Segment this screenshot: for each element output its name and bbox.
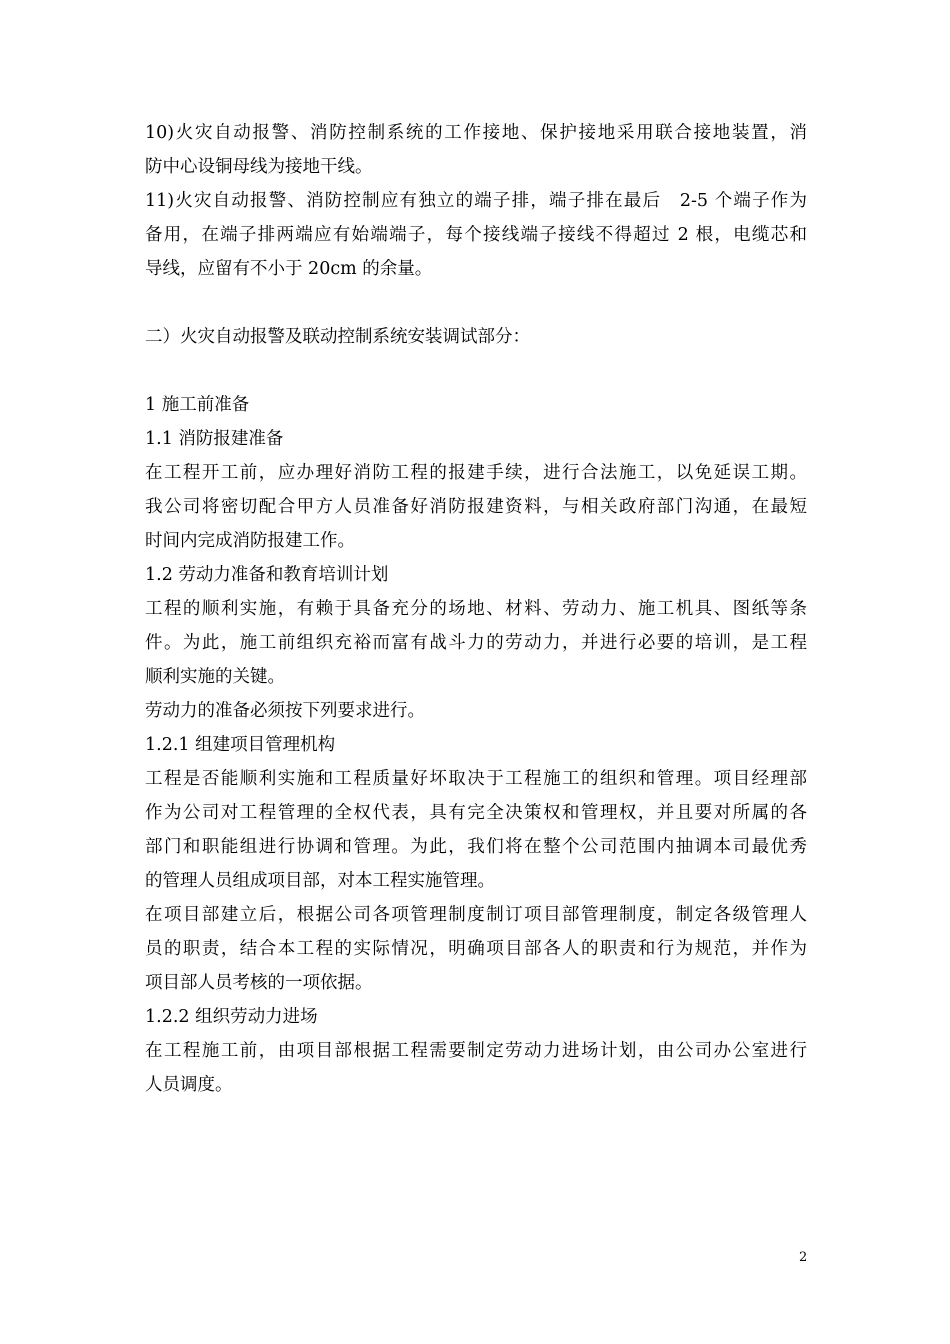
paragraph-line: 件。为此，施工前组织充裕而富有战斗力的劳动力，并进行必要的培训，是工程 — [145, 633, 807, 653]
heading-level-2: 1.1 消防报建准备 — [145, 429, 284, 449]
document-body — [145, 116, 807, 1102]
paragraph-line: 我公司将密切配合甲方人员准备好消防报建资料，与相关政府部门沟通，在最短 — [145, 497, 807, 517]
section-heading: 二）火灾自动报警及联动控制系统安装调试部分： — [145, 327, 530, 347]
paragraph-line: 人员调度。 — [145, 1075, 233, 1095]
paragraph-line: 顺利实施的关键。 — [145, 667, 285, 687]
paragraph-line: 项目部人员考核的一项依据。 — [145, 973, 373, 993]
paragraph-line: 导线，应留有不小于 20cm 的余量。 — [145, 259, 433, 279]
blank-line — [145, 286, 807, 320]
paragraph-line: 的管理人员组成项目部，对本工程实施管理。 — [145, 871, 495, 891]
paragraph-line: 10)火灾自动报警、消防控制系统的工作接地、保护接地采用联合接地装置，消 — [145, 123, 807, 143]
heading-level-3: 1.2.2 组织劳动力进场 — [145, 1007, 318, 1027]
paragraph-line: 在工程施工前，由项目部根据工程需要制定劳动力进场计划，由公司办公室进行 — [145, 1041, 807, 1061]
paragraph-line: 时间内完成消防报建工作。 — [145, 531, 355, 551]
paragraph-line: 在项目部建立后，根据公司各项管理制度制订项目部管理制度，制定各级管理人 — [145, 905, 807, 925]
paragraph-line: 备用，在端子排两端应有始端端子，每个接线端子接线不得超过 2 根，电缆芯和 — [145, 225, 807, 245]
paragraph-line: 11)火灾自动报警、消防控制应有独立的端子排，端子排在最后 2-5 个端子作为 — [145, 191, 807, 211]
heading-level-2: 1.2 劳动力准备和教育培训计划 — [145, 565, 389, 585]
paragraph-line: 作为公司对工程管理的全权代表，具有完全决策权和管理权，并且要对所属的各 — [145, 803, 807, 823]
paragraph-line: 工程的顺利实施，有赖于具备充分的场地、材料、劳动力、施工机具、图纸等条 — [145, 599, 807, 619]
paragraph-line: 员的职责，结合本工程的实际情况，明确项目部各人的职责和行为规范，并作为 — [145, 939, 807, 959]
heading-level-1: 1 施工前准备 — [145, 395, 250, 415]
paragraph-line: 劳动力的准备必须按下列要求进行。 — [145, 701, 425, 721]
paragraph-line: 工程是否能顺利实施和工程质量好坏取决于工程施工的组织和管理。项目经理部 — [145, 769, 807, 789]
heading-level-3: 1.2.1 组建项目管理机构 — [145, 735, 336, 755]
paragraph-line: 在工程开工前，应办理好消防工程的报建手续，进行合法施工，以免延误工期。 — [145, 463, 807, 483]
paragraph-line: 防中心设铜母线为接地干线。 — [145, 157, 373, 177]
paragraph-line: 部门和职能组进行协调和管理。为此，我们将在整个公司范围内抽调本司最优秀 — [145, 837, 807, 857]
blank-line — [145, 354, 807, 388]
page-number: 2 — [799, 1250, 808, 1265]
